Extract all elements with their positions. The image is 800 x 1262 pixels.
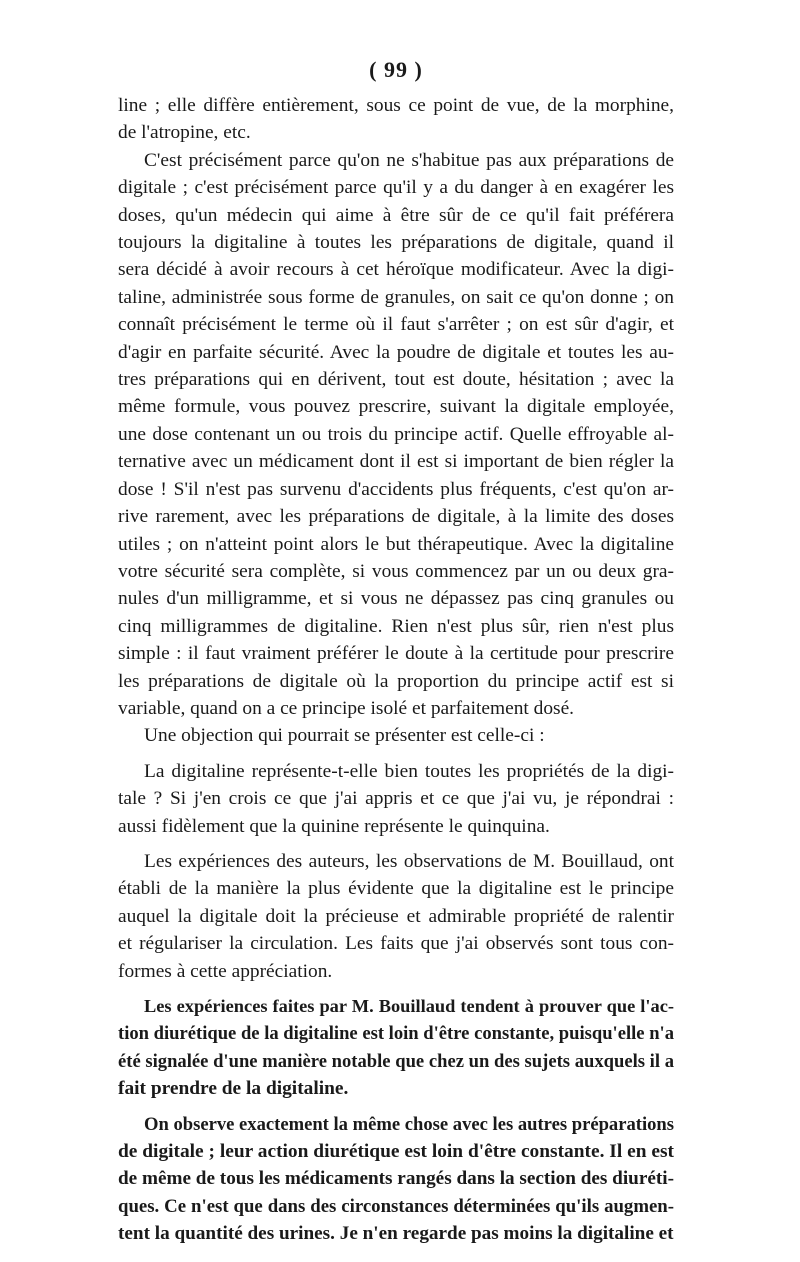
text-line: de digitale ; leur action diurétique est loin d'être constante. Il en est [118, 1141, 674, 1163]
text-line: La digitaline représente-t-elle bien toutes les propriétés de la digi- [144, 760, 674, 782]
text-line: établi de la manière la plus évidente que la digitaline est le principe [118, 878, 674, 900]
text-line: de même de tous les médicaments rangés dans la section des diuréti- [118, 1168, 674, 1190]
paragraph-p1 [118, 92, 674, 147]
text-body [118, 92, 674, 1248]
text-line: tres préparations qui en dérivent, tout est doute, hésitation ; avec la [118, 369, 674, 391]
text-line: été signalée d'une manière notable que chez un des sujets auxquels il a [118, 1050, 674, 1072]
text-line: même formule, vous pouvez prescrire, suivant la digitale employée, [118, 396, 674, 418]
text-line: fait prendre de la digitaline. [118, 1078, 349, 1100]
text-line: Les expériences faites par M. Bouillaud tendent à prouver que l'ac- [144, 996, 674, 1016]
text-line: line ; elle diffère entièrement, sous ce point de vue, de la morphine, [118, 95, 674, 116]
text-line: simple : il faut vraiment préférer le doute à la certitude pour prescrire [118, 643, 674, 665]
text-line: ques. Ce n'est que dans des circonstances déterminées qu'ils augmen- [118, 1195, 674, 1217]
text-line: Une objection qui pourrait se présenter est celle-ci : [144, 725, 545, 747]
text-line: les préparations de digitale où la proportion du principe actif est si [118, 670, 674, 692]
text-line: sera décidé à avoir recours à cet héroïque modificateur. Avec la digi- [118, 259, 674, 281]
text-line: ternative avec un médicament dont il est si important de bien régler la [118, 451, 674, 473]
text-line: rive rarement, avec les préparations de digitale, à la limite des doses [118, 506, 674, 528]
text-line: tion diurétique de la digitaline est loin d'être constante, puisqu'elle n'a [118, 1023, 674, 1045]
text-line: tent la quantité des urines. Je n'en regarde pas moins la digitaline et [118, 1223, 674, 1245]
text-line: connaît précisément le terme où il faut s'arrêter ; on est sûr d'agir, et [118, 314, 674, 336]
text-line: taline, administrée sous forme de granules, on sait ce qu'on donne ; on [118, 286, 674, 308]
text-line: formes à cette appréciation. [118, 960, 333, 982]
paragraph-p7 [118, 1111, 674, 1248]
text-line: tale ? Si j'en crois ce que j'ai appris et ce que j'ai vu, je répondrai : [118, 788, 674, 810]
text-line: auquel la digitale doit la précieuse et admirable propriété de ralentir [118, 905, 674, 927]
paragraph-p4 [118, 758, 674, 840]
text-line: cinq milligrammes de digitaline. Rien n'est plus sûr, rien n'est plus [118, 615, 674, 637]
text-line: Les expériences des auteurs, les observations de M. Bouillaud, ont [144, 850, 674, 872]
text-line: aussi fidèlement que la quinine représente le quinquina. [118, 815, 550, 837]
paragraph-p5 [118, 848, 674, 985]
text-line: dose ! S'il n'est pas survenu d'accidents plus fréquents, c'est qu'on ar- [118, 478, 674, 500]
text-line: et régulariser la circulation. Les faits que j'ai observés sont tous con- [118, 933, 674, 955]
text-line: votre sécurité sera complète, si vous commencez par un ou deux gra- [118, 560, 674, 582]
text-line: utiles ; on n'atteint point alors le but thérapeutique. Avec la digitaline [118, 533, 674, 555]
text-line: variable, quand on a ce principe isolé et parfaitement dosé. [118, 697, 575, 719]
paragraph-p2 [118, 147, 674, 723]
book-page [118, 56, 674, 1248]
text-line: C'est précisément parce qu'on ne s'habitue pas aux préparations de [144, 149, 674, 171]
text-line: de l'atropine, etc. [118, 122, 251, 144]
page-number: ( 99 ) [369, 57, 423, 82]
text-line: nules d'un milligramme, et si vous ne dépassez pas cinq granules ou [118, 588, 674, 610]
text-line: doses, qu'un médecin qui aime à être sûr de ce qu'il fait préférera [118, 204, 674, 226]
paragraph-p3 [118, 722, 674, 749]
text-line: toujours la digitaline à toutes les préparations de digitale, quand il [118, 232, 674, 254]
text-line: On observe exactement la même chose avec les autres préparations [144, 1113, 674, 1135]
text-line: d'agir en parfaite sécurité. Avec la poudre de digitale et toutes les au- [118, 341, 674, 363]
paragraph-p6 [118, 993, 674, 1103]
text-line: digitale ; c'est précisément parce qu'il y a du danger à en exagérer les [118, 177, 674, 199]
text-line: une dose contenant un ou trois du principe actif. Quelle effroyable al- [118, 423, 674, 445]
